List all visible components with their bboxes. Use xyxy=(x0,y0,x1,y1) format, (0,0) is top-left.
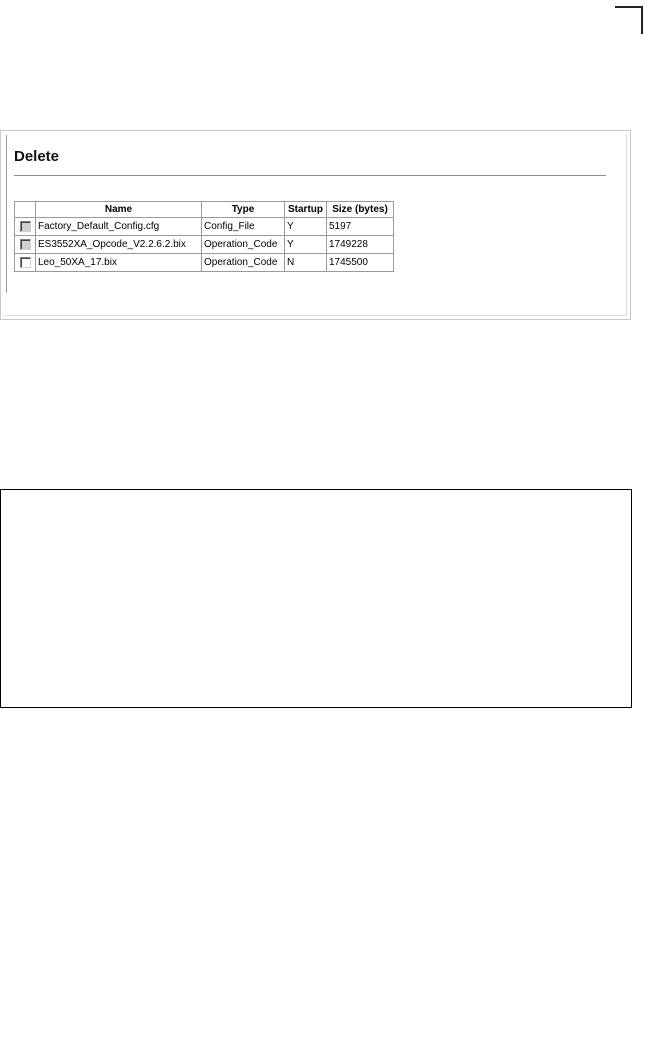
frame-left-rule xyxy=(6,135,7,293)
frame-bottom-edge xyxy=(4,315,627,316)
row-select-cell xyxy=(15,218,36,236)
column-header-size: Size (bytes) xyxy=(327,202,394,218)
page-title: Delete xyxy=(14,148,60,165)
file-table xyxy=(14,201,394,272)
column-header-name: Name xyxy=(36,202,202,218)
page-corner-mark xyxy=(615,6,643,34)
column-header-type: Type xyxy=(202,202,285,218)
file-size: 5197 xyxy=(327,218,394,236)
row-select-cell xyxy=(15,236,36,254)
row-select-checkbox[interactable] xyxy=(20,239,31,250)
table-header-row xyxy=(15,202,394,218)
file-type: Operation_Code xyxy=(202,236,285,254)
file-type: Config_File xyxy=(202,218,285,236)
file-startup: N xyxy=(285,254,327,272)
delete-panel-screenshot xyxy=(0,130,631,320)
heading-divider xyxy=(14,175,606,176)
file-startup: Y xyxy=(285,236,327,254)
row-select-checkbox[interactable] xyxy=(20,221,31,232)
file-name: Leo_50XA_17.bix xyxy=(36,254,202,272)
column-header-select xyxy=(15,202,36,218)
row-select-cell xyxy=(15,254,36,272)
frame-right-edge xyxy=(626,134,627,316)
file-startup: Y xyxy=(285,218,327,236)
table-row xyxy=(15,218,394,236)
file-name: Factory_Default_Config.cfg xyxy=(36,218,202,236)
column-header-startup: Startup xyxy=(285,202,327,218)
file-size: 1749228 xyxy=(327,236,394,254)
file-type: Operation_Code xyxy=(202,254,285,272)
file-size: 1745500 xyxy=(327,254,394,272)
row-select-checkbox[interactable] xyxy=(20,257,31,268)
file-name: ES3552XA_Opcode_V2.2.6.2.bix xyxy=(36,236,202,254)
empty-bordered-box xyxy=(0,489,632,708)
table-row xyxy=(15,236,394,254)
table-row xyxy=(15,254,394,272)
